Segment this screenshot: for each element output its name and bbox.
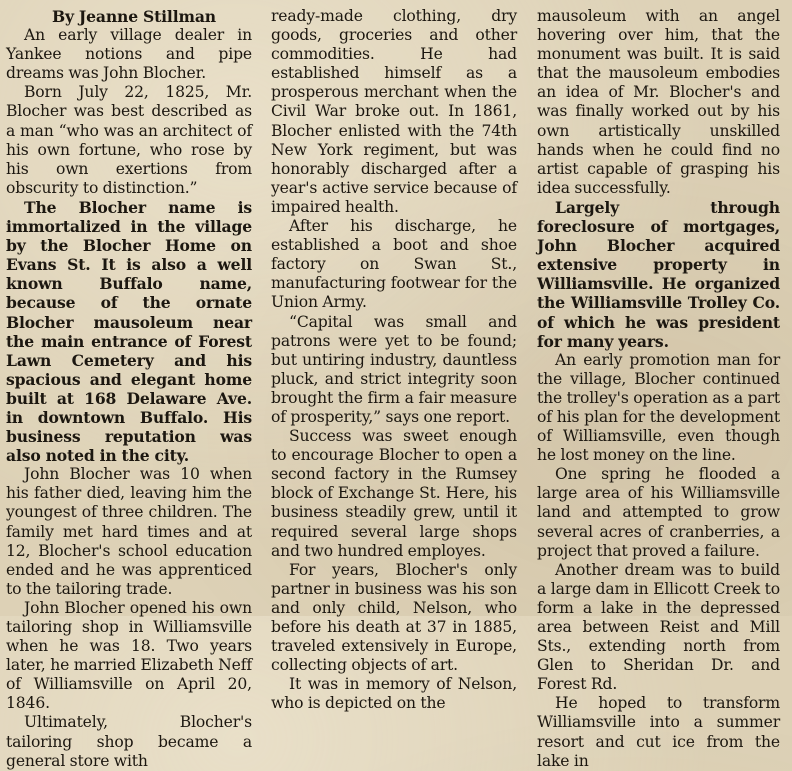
paragraph: John Blocher opened his own tailoring shop in Williamsville when he was 18. Two years later, he married Elizabeth Neff of Williamsville on April 20, 1846. bbox=[6, 598, 252, 713]
paragraph: Another dream was to build a large dam in Ellicott Creek to form a lake in the depressed area between Reist and Mill Sts., extending north from Glen to Sheridan Dr. and Forest Rd. bbox=[537, 560, 780, 694]
paragraph: The Blocher name is immortalized in the village by the Blocher Home on Evans St. It is also a well known Buffalo name, because of the ornate Blocher mausoleum near the main entrance of Forest Lawn Cemetery and his spacious and elegant home built at 168 Delaware Ave. in downtown Buffalo. His business reputation was also noted in the city. bbox=[6, 197, 252, 466]
article-column-3 bbox=[537, 7, 780, 771]
paragraph: One spring he flooded a large area of his Williamsville land and attempted to grow several acres of cranberries, a project that proved a failure. bbox=[537, 465, 780, 560]
paragraph: For years, Blocher's only partner in business was his son and only child, Nelson, who before his death at 37 in 1885, traveled extensively in Europe, collecting objects of art. bbox=[271, 560, 517, 675]
paragraph: Ultimately, Blocher's tailoring shop became a general store with bbox=[6, 713, 252, 770]
paragraph: An early village dealer in Yankee notions and pipe dreams was John Blocher. bbox=[6, 26, 252, 83]
article-column-2 bbox=[271, 7, 517, 713]
paragraph-continued: mausoleum with an angel hovering over him, that the monument was built. It is said that the mausoleum embodies an idea of Mr. Blocher's and was finally worked out by his own artistically unskilled hands when he could find no artist capable of grasping his idea successfully. bbox=[537, 7, 780, 197]
paragraph: Success was sweet enough to encourage Blocher to open a second factory in the Rumsey block of Exchange St. Here, his business steadily grew, until it required several large shops and two hundred employes. bbox=[271, 427, 517, 560]
paragraph: After his discharge, he established a boot and shoe factory on Swan St., manufacturing footwear for the Union Army. bbox=[271, 217, 517, 312]
paragraph: John Blocher was 10 when his father died, leaving him the youngest of three children. The family met hard times and at 12, Blocher's school education ended and he was apprenticed to the tailoring trade. bbox=[6, 465, 252, 598]
paragraph: An early promotion man for the village, Blocher continued the trolley's operation as a part of his plan for the development of Williamsville, even though he lost money on the line. bbox=[537, 350, 780, 465]
byline: By Jeanne Stillman bbox=[52, 7, 216, 26]
paragraph: Born July 22, 1825, Mr. Blocher was best described as a man “who was an architect of his own fortune, who rose by his own exertions from obscurity to distinction.” bbox=[6, 83, 252, 197]
paragraph-continued: ready-made clothing, dry goods, groceries and other commodities. He had established himself as a prosperous merchant when the Civil War broke out. In 1861, Blocher enlisted with the 74th New York regiment, but was honorably discharged after a year's active service because of impaired health. bbox=[271, 7, 517, 216]
paragraph: It was in memory of Nelson, who is depicted on the bbox=[271, 675, 517, 713]
paragraph: “Capital was small and patrons were yet to be found; but untiring industry, dauntless pluck, and strict integrity soon brought the firm a fair measure of prosperity,” says one report. bbox=[271, 312, 517, 426]
paragraph: He hoped to transform Williamsville into a summer resort and cut ice from the lake in bbox=[537, 694, 780, 770]
paragraph: Largely through foreclosure of mortgages, John Blocher acquired extensive property in Williamsville. He organized the Williamsville Trolley Co. of which he was president for many years. bbox=[537, 197, 780, 351]
article-column-1 bbox=[6, 7, 252, 771]
